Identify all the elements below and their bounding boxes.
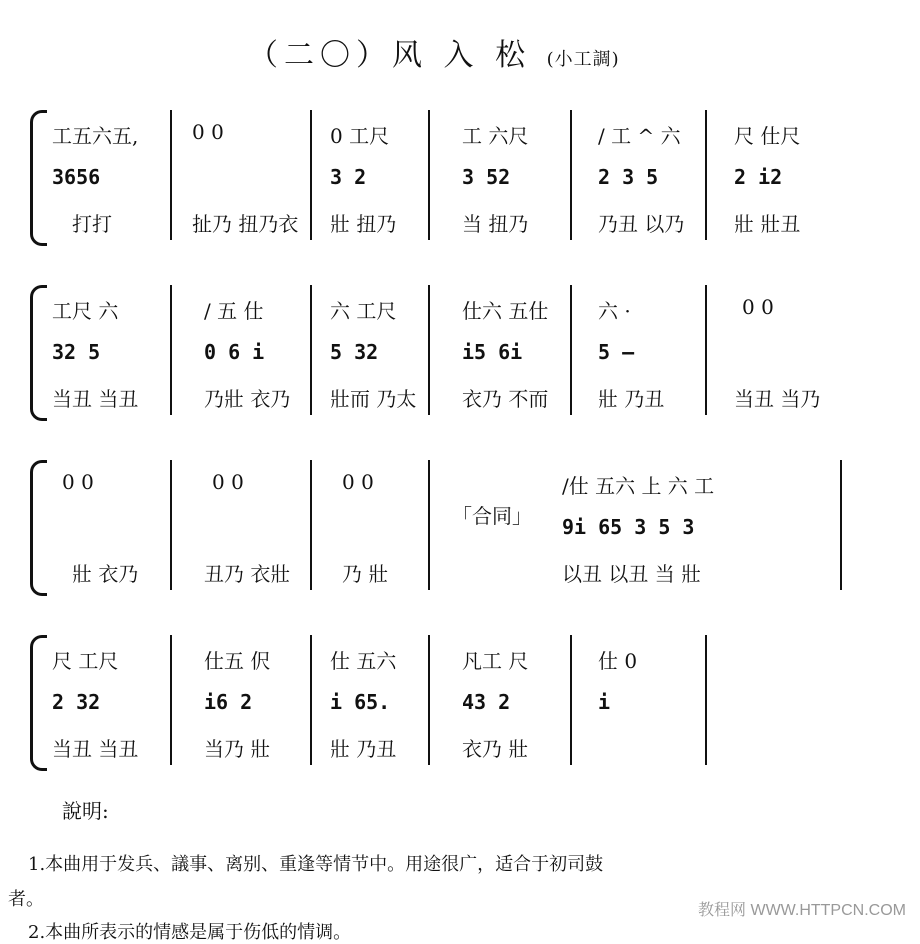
percussion: 当乃 壯 <box>204 737 271 761</box>
gongche: 仕 五六 <box>330 649 397 673</box>
gongche: 仕六 五仕 <box>462 299 549 323</box>
jianpu: 5 — <box>598 340 635 364</box>
gongche: 仕五 伬 <box>204 649 271 673</box>
jianpu: i <box>598 690 611 714</box>
gongche: 0 0 <box>62 470 94 494</box>
jianpu: 43 2 <box>462 690 511 714</box>
jianpu: 2 3 5 <box>598 165 659 189</box>
percussion: 当丑 当乃 <box>734 387 821 411</box>
gongche: 工 六尺 <box>462 124 529 148</box>
gongche: 仕 0 <box>598 649 638 673</box>
note-line: 1.本曲用于发兵、議事、离别、重逢等情节中。用途很广，适合于初司鼓 <box>28 854 604 875</box>
percussion: 乃 壯 <box>342 562 389 586</box>
jianpu: i6 2 <box>204 690 253 714</box>
system-4 <box>30 635 850 765</box>
gongche: 0 0 <box>342 470 374 494</box>
system-2 <box>30 285 850 415</box>
watermark: 教程网 WWW.HTTPCN.COM <box>698 902 906 919</box>
jianpu: i 65. <box>330 690 391 714</box>
percussion: 乃丑 以乃 <box>598 212 685 236</box>
system-3 <box>30 460 850 590</box>
percussion: 壯 壯丑 <box>734 212 801 236</box>
percussion: 乃壯 衣乃 <box>204 387 291 411</box>
percussion: 扯乃 扭乃衣 <box>192 212 299 236</box>
percussion: 以丑 以丑 当 壯 <box>562 562 702 586</box>
percussion: 丑乃 衣壯 <box>204 562 291 586</box>
percussion: 衣乃 壯 <box>462 737 529 761</box>
system-1 <box>30 110 850 240</box>
percussion: 壯 乃丑 <box>330 737 397 761</box>
jianpu: 3656 <box>52 165 101 189</box>
jianpu: 3 2 <box>330 165 367 189</box>
jianpu: 2 32 <box>52 690 101 714</box>
brace <box>30 460 47 596</box>
notes-heading: 說明: <box>62 799 109 823</box>
gongche: 0 0 <box>192 120 224 144</box>
title <box>248 30 620 74</box>
percussion: 壯 乃丑 <box>598 387 665 411</box>
percussion: 当 扭乃 <box>462 212 529 236</box>
gongche: 0 0 <box>212 470 244 494</box>
percussion: 壯而 乃太 <box>330 387 417 411</box>
gongche: /仕 五六 上 六 工 <box>562 474 715 498</box>
title-text: （二〇）风 入 松 <box>248 38 532 73</box>
gongche: 尺 仕尺 <box>734 124 801 148</box>
gongche: / 工 ^ 六 <box>598 124 681 148</box>
gongche: 工五六五, <box>52 124 139 148</box>
jianpu: 5 32 <box>330 340 379 364</box>
gongche: 0 0 <box>742 295 774 319</box>
gongche: 六 工尺 <box>330 299 397 323</box>
brace <box>30 285 47 421</box>
note-line: 2.本曲所表示的情感是属于伤低的情调。 <box>28 922 352 943</box>
jianpu: 32 5 <box>52 340 101 364</box>
brace <box>30 110 47 246</box>
gongche: 0 工尺 <box>330 124 390 148</box>
percussion: 壯 扭乃 <box>330 212 397 236</box>
jianpu: 2 i2 <box>734 165 783 189</box>
percussion: 当丑 当丑 <box>52 737 139 761</box>
percussion: 当丑 当丑 <box>52 387 139 411</box>
percussion: 打打 <box>72 212 112 236</box>
gongche: 「合同」 <box>452 504 532 528</box>
brace <box>30 635 47 771</box>
gongche: 凡工 尺 <box>462 649 529 673</box>
gongche: 工尺 六 <box>52 299 119 323</box>
jianpu: 3 52 <box>462 165 511 189</box>
mode-text: (小工調) <box>546 49 620 70</box>
gongche: / 五 仕 <box>204 299 264 323</box>
gongche: 六 · <box>598 299 631 323</box>
jianpu: i5 6i <box>462 340 523 364</box>
jianpu: 9i 65 3 5 3 <box>562 515 695 539</box>
percussion: 壯 衣乃 <box>72 562 139 586</box>
jianpu: 0 6 i <box>204 340 265 364</box>
percussion: 衣乃 不而 <box>462 387 549 411</box>
gongche: 尺 工尺 <box>52 649 119 673</box>
note-line: 者。 <box>8 889 44 910</box>
